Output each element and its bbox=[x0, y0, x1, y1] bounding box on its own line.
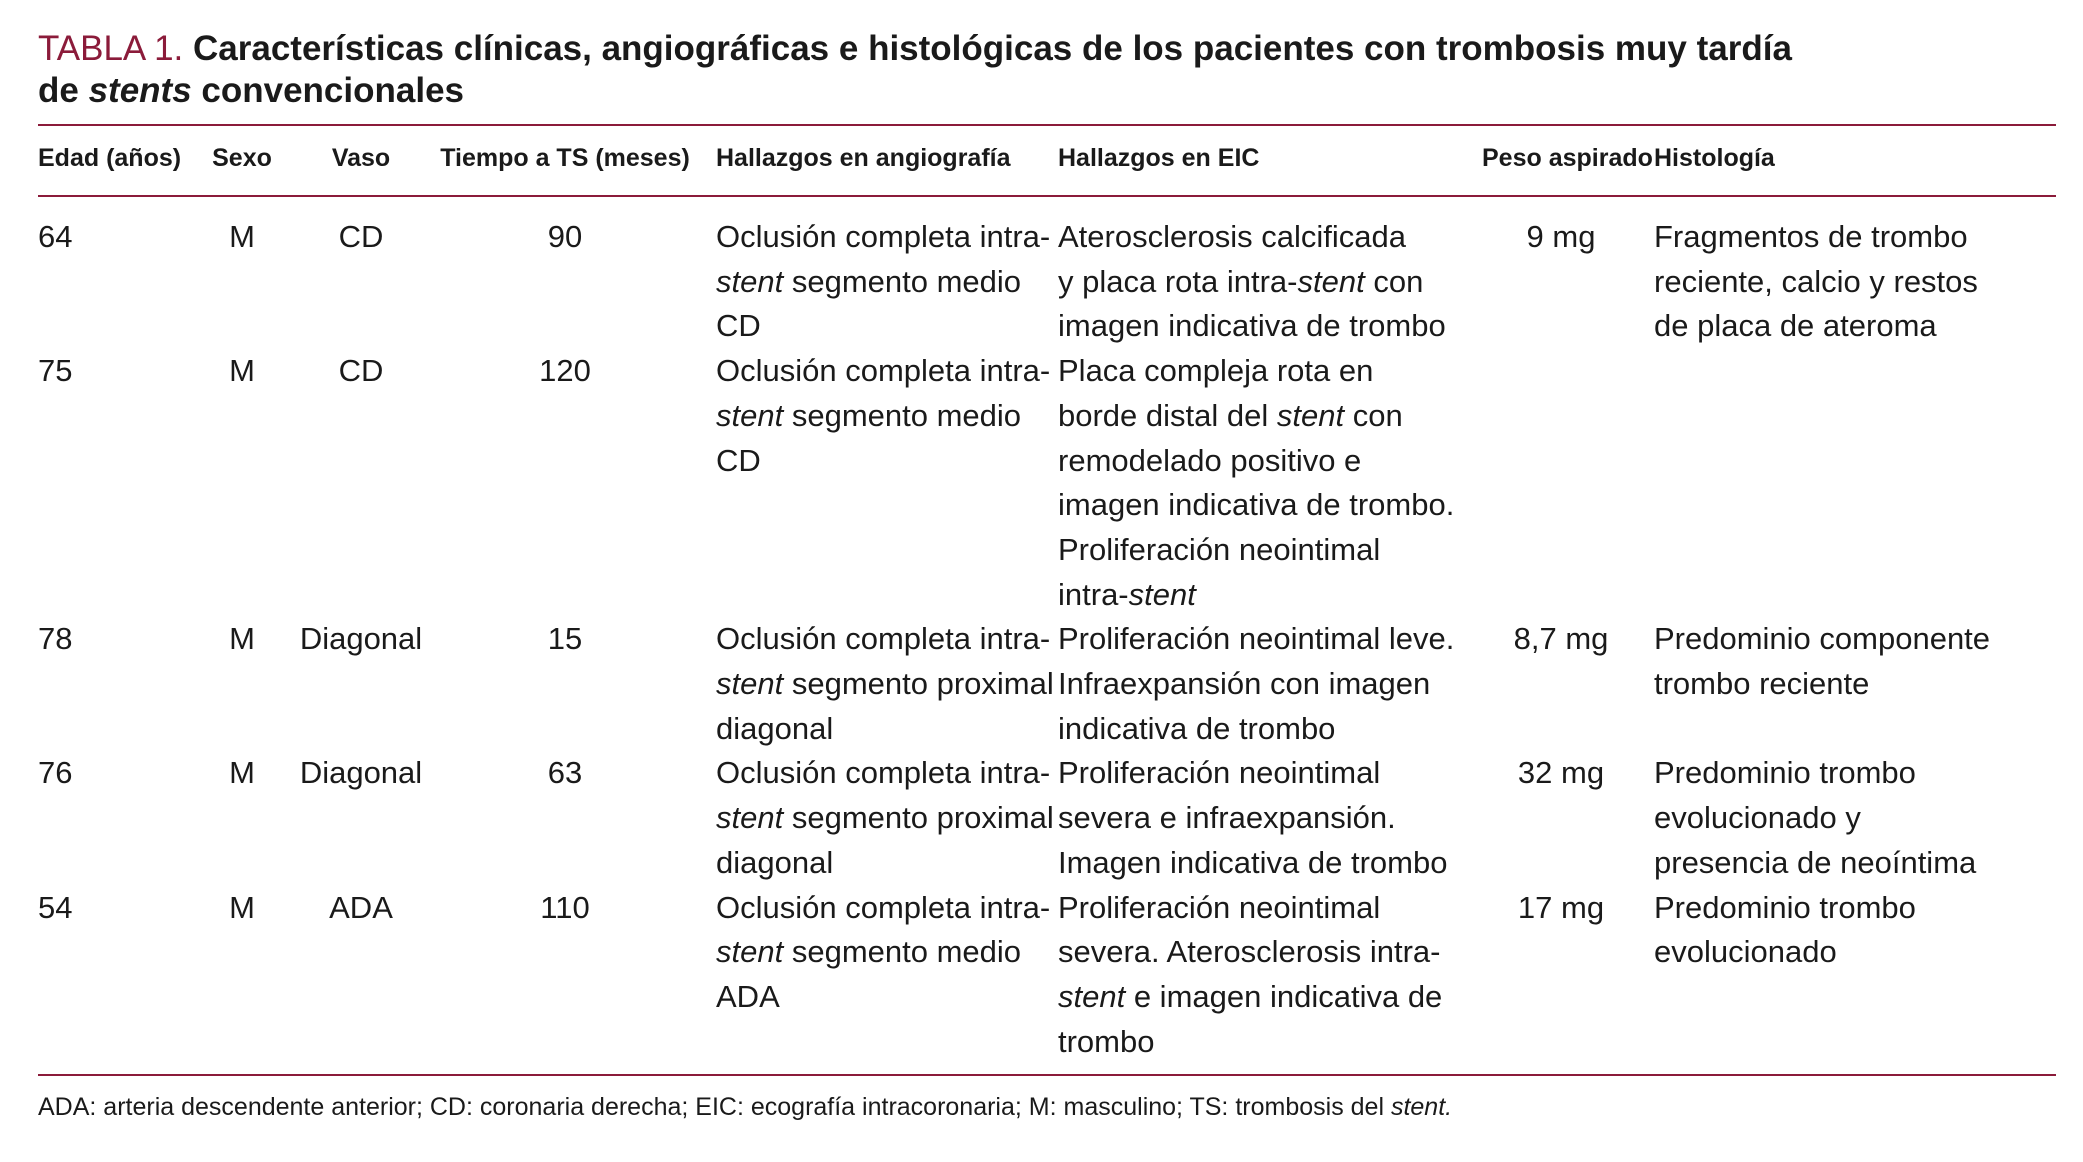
eic-line: severa e infraexpansión. bbox=[1058, 800, 1396, 836]
header-histologia: Histología bbox=[1640, 125, 2056, 196]
cell-angio bbox=[696, 617, 1058, 751]
header-vaso: Vaso bbox=[288, 125, 434, 196]
eic-line: severa. Aterosclerosis intra- bbox=[1058, 934, 1441, 970]
cell-histologia bbox=[1640, 349, 2056, 617]
table-row bbox=[38, 886, 2056, 1076]
cell-histologia bbox=[1640, 751, 2056, 885]
eic-line: Placa compleja rota en bbox=[1058, 353, 1374, 389]
hist-line: Predominio trombo bbox=[1654, 889, 1916, 925]
angio-italic: stent bbox=[716, 934, 784, 970]
eic-italic: stent bbox=[1297, 263, 1365, 299]
angio-line: Oclusión completa intra- bbox=[716, 755, 1051, 791]
angio-italic: stent bbox=[716, 397, 784, 433]
cell-vaso: CD bbox=[338, 219, 384, 254]
cell-eic bbox=[1058, 196, 1482, 349]
table-figure bbox=[38, 28, 2058, 1122]
cell-vaso: CD bbox=[338, 353, 384, 389]
eic-italic: stent bbox=[1276, 397, 1345, 433]
cell-edad: 64 bbox=[38, 219, 73, 254]
eic-line: con bbox=[1364, 263, 1424, 299]
hist-line: evolucionado bbox=[1654, 934, 1837, 970]
eic-line: con bbox=[1344, 397, 1403, 433]
eic-line: Aterosclerosis calcificada bbox=[1058, 219, 1407, 254]
angio-line: Oclusión completa intra- bbox=[716, 621, 1051, 657]
cell-tiempo: 15 bbox=[547, 621, 583, 657]
cell-angio bbox=[696, 886, 1058, 1076]
cell-vaso: ADA bbox=[288, 886, 434, 1076]
title-line2-italic: stents bbox=[88, 71, 192, 110]
eic-line: imagen indicativa de trombo bbox=[1058, 308, 1446, 344]
cell-sexo: M bbox=[229, 219, 255, 254]
cell-histologia bbox=[1640, 886, 2056, 1076]
hist-line: Predominio componente bbox=[1654, 621, 1991, 657]
cell-sexo: M bbox=[229, 621, 255, 657]
cell-peso: 9 mg bbox=[1526, 219, 1596, 254]
angio-line: segmento medio bbox=[783, 397, 1022, 433]
angio-italic: stent bbox=[716, 666, 784, 702]
cell-histologia bbox=[1640, 617, 2056, 751]
eic-line: Proliferación neointimal bbox=[1058, 889, 1381, 925]
hist-line: reciente, calcio y restos bbox=[1654, 263, 1978, 299]
title-line2 bbox=[38, 70, 2058, 112]
angio-line: Oclusión completa intra- bbox=[716, 353, 1051, 389]
table-footnote bbox=[38, 1092, 2058, 1122]
eic-line: Proliferación neointimal bbox=[1058, 755, 1381, 791]
angio-italic: stent bbox=[716, 263, 784, 299]
hist-line: Predominio trombo bbox=[1654, 755, 1916, 791]
hist-line: evolucionado y bbox=[1654, 800, 1861, 836]
angio-line: segmento proximal bbox=[783, 800, 1054, 836]
cell-eic bbox=[1058, 751, 1482, 885]
table-row bbox=[38, 196, 2056, 349]
cell-tiempo: 90 bbox=[547, 219, 583, 254]
eic-line: Proliferación neointimal leve. bbox=[1058, 621, 1455, 657]
eic-line: Infraexpansión con imagen bbox=[1058, 666, 1431, 702]
title-line1: Características clínicas, angiográficas e histológicas de los pacientes con trombosis muy tardía bbox=[193, 29, 1792, 68]
cell-peso: 8,7 mg bbox=[1513, 621, 1609, 657]
eic-line: e imagen indicativa de bbox=[1125, 978, 1443, 1014]
angio-line: segmento medio bbox=[783, 934, 1022, 970]
cell-vaso: Diagonal bbox=[299, 621, 423, 657]
title-line2-suffix: convencionales bbox=[191, 71, 464, 110]
header-angio: Hallazgos en angiografía bbox=[696, 125, 1058, 196]
hist-line: Fragmentos de trombo bbox=[1654, 219, 1968, 254]
table-label: TABLA 1. bbox=[38, 29, 184, 68]
hist-line: presencia de neoíntima bbox=[1654, 844, 1977, 880]
eic-italic: stent bbox=[1128, 576, 1196, 612]
table-header bbox=[38, 125, 2056, 196]
header-edad: Edad (años) bbox=[38, 125, 196, 196]
table-title bbox=[38, 28, 2058, 112]
eic-line: trombo bbox=[1058, 1023, 1155, 1059]
eic-line: Proliferación neointimal bbox=[1058, 531, 1381, 567]
cell-angio bbox=[696, 196, 1058, 349]
cell-tiempo: 63 bbox=[547, 755, 583, 791]
cell-edad: 75 bbox=[38, 353, 73, 389]
eic-line: indicativa de trombo bbox=[1058, 710, 1336, 746]
eic-line: borde distal del bbox=[1058, 397, 1277, 433]
cell-tiempo: 120 bbox=[539, 353, 591, 389]
cell-sexo: M bbox=[196, 886, 288, 1076]
cell-angio bbox=[696, 349, 1058, 617]
cell-sexo: M bbox=[229, 353, 255, 389]
header-sexo: Sexo bbox=[196, 125, 288, 196]
eic-line: y placa rota intra- bbox=[1058, 263, 1298, 299]
angio-line: segmento medio bbox=[783, 263, 1022, 299]
table-row bbox=[38, 751, 2056, 885]
angio-line: CD bbox=[716, 442, 761, 478]
cell-vaso: Diagonal bbox=[299, 755, 423, 791]
cell-tiempo: 110 bbox=[434, 886, 696, 1076]
angio-line: ADA bbox=[716, 978, 780, 1014]
eic-line: remodelado positivo e bbox=[1058, 442, 1362, 478]
cell-peso bbox=[1482, 349, 1640, 617]
angio-line: Oclusión completa intra- bbox=[716, 219, 1051, 254]
cell-edad: 76 bbox=[38, 755, 73, 791]
cell-sexo: M bbox=[229, 755, 255, 791]
cell-histologia bbox=[1640, 196, 2056, 349]
eic-line: imagen indicativa de trombo. bbox=[1058, 487, 1455, 523]
header-eic: Hallazgos en EIC bbox=[1058, 125, 1482, 196]
angio-line: diagonal bbox=[716, 710, 834, 746]
header-peso: Peso aspirado bbox=[1482, 125, 1640, 196]
header-tiempo: Tiempo a TS (meses) bbox=[434, 125, 696, 196]
cell-edad: 78 bbox=[38, 621, 73, 657]
table-row bbox=[38, 617, 2056, 751]
angio-line: Oclusión completa intra- bbox=[716, 889, 1051, 925]
hist-line: trombo reciente bbox=[1654, 666, 1870, 702]
angio-line: CD bbox=[716, 308, 761, 344]
cell-peso: 17 mg bbox=[1482, 886, 1640, 1076]
eic-italic: stent bbox=[1058, 978, 1126, 1014]
cell-peso: 32 mg bbox=[1517, 755, 1605, 791]
cell-edad: 54 bbox=[38, 886, 196, 1076]
table-body bbox=[38, 196, 2056, 1075]
data-table bbox=[38, 124, 2056, 1076]
cell-eic bbox=[1058, 886, 1482, 1076]
footnote-italic: stent. bbox=[1390, 1093, 1453, 1122]
eic-line: Imagen indicativa de trombo bbox=[1058, 844, 1448, 880]
footnote-text: ADA: arteria descendente anterior; CD: coronaria derecha; EIC: ecografía intracoronaria; M: masculino; TS: trombosis del bbox=[38, 1093, 1391, 1122]
angio-line: diagonal bbox=[716, 844, 834, 880]
eic-line: intra- bbox=[1058, 576, 1129, 612]
cell-angio bbox=[696, 751, 1058, 885]
cell-eic bbox=[1058, 617, 1482, 751]
cell-eic bbox=[1058, 349, 1482, 617]
angio-italic: stent bbox=[716, 800, 784, 836]
angio-line: segmento proximal bbox=[783, 666, 1054, 702]
title-line2-prefix: de bbox=[38, 71, 89, 110]
hist-line: de placa de ateroma bbox=[1654, 308, 1937, 344]
table-row bbox=[38, 349, 2056, 617]
